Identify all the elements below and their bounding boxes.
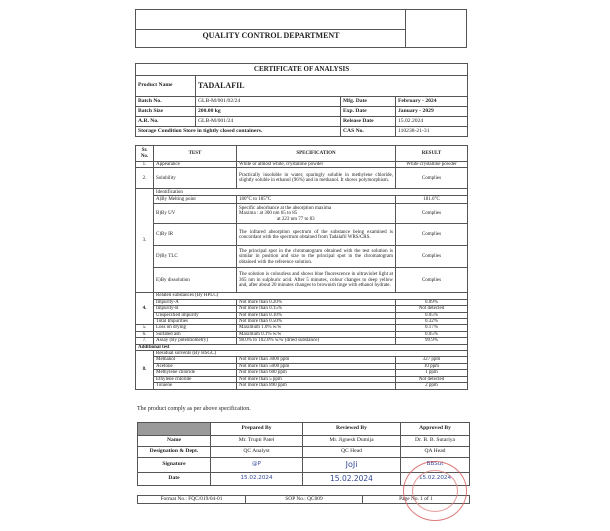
test: C)By IR <box>154 224 237 246</box>
spec: Not more than 0.20% <box>237 299 396 305</box>
result: Complies <box>396 268 468 293</box>
date: 15.02.2024 <box>211 473 303 486</box>
coa-title: CERTIFICATE OF ANALYSIS <box>136 64 468 76</box>
label: Release Date <box>341 117 396 127</box>
result: Not detected <box>396 376 468 382</box>
header-result: RESULT <box>396 146 468 162</box>
batch-size: 200.00 kg <box>196 107 341 117</box>
test: A)By Melting point <box>154 196 237 204</box>
sno: 7. <box>136 338 154 344</box>
spec: Maximum 1.0% w/w <box>237 325 396 331</box>
test: Toluene <box>154 383 237 390</box>
sop-no: SOP No.: QC009 <box>246 496 363 504</box>
sno: 3. <box>136 189 154 293</box>
spec: The infrared absorption spectrum of the substance being examined is concordant with the spectrum obtained from Tadalafil WRS/CRS. <box>237 224 396 246</box>
result: 0.09% <box>396 299 468 305</box>
section-title: Additional test <box>136 344 468 350</box>
spec: The principal spot in the chromatogram obtained with the test solution is similar in position and size to the principal spot in the chromatogram obtained with the reference solution. <box>237 246 396 268</box>
signature: JoJi <box>303 458 401 473</box>
quality-stamp <box>403 461 467 521</box>
coa-info-table <box>135 63 468 137</box>
table-row <box>136 204 468 224</box>
label: Product Name <box>136 76 196 97</box>
test: Unspecified impurity <box>154 312 237 318</box>
test: Sulfated ash <box>154 331 237 337</box>
label: Designation & Dept. <box>138 447 211 458</box>
header-prepared: Prepared By <box>211 423 303 436</box>
test-table <box>135 145 468 390</box>
result: 181.6°C <box>396 196 468 204</box>
label: Date <box>138 473 211 486</box>
conclusion: The product comply as per above specification. <box>137 406 251 412</box>
spec: at 223 nm 77 to 83 <box>277 216 315 222</box>
table-row <box>136 383 468 390</box>
result: Complies <box>396 168 468 189</box>
spec: Not more than 0.15% <box>237 306 396 312</box>
test: Assay (By potentiometry) <box>154 338 237 344</box>
label: Batch No. <box>136 97 196 107</box>
test: Impurity-A <box>154 299 237 305</box>
table-row <box>136 196 468 204</box>
spec: Not more than 3000 ppm <box>237 357 396 363</box>
spec: Practically insoluble in water, sparingly soluble in methylene chloride, slightly soluble in ethanol (96%) and in methanol. It shows polymorphism. <box>237 168 396 189</box>
test: Appearance <box>154 162 237 168</box>
batch-no: GLB-M/001/02/24 <box>196 97 341 107</box>
sno: 8. <box>136 351 154 390</box>
spec: Not more than 890 ppm <box>237 383 396 390</box>
page-no: Page No. 1 of 1 <box>363 496 470 504</box>
sno: 4. <box>136 293 154 325</box>
result: 0.32% <box>396 319 468 325</box>
department-header <box>135 9 467 48</box>
spec: Not more than 5000 ppm <box>237 363 396 369</box>
spec: Not more than 600 ppm <box>237 370 396 376</box>
spec: Not more than 5 ppm <box>237 376 396 382</box>
test: Methylene chloride <box>154 370 237 376</box>
table-row <box>136 224 468 246</box>
result: 0.05% <box>396 331 468 337</box>
result: Complies <box>396 224 468 246</box>
section-title: Related substances (By HPLC) <box>154 293 468 299</box>
test: Loss on drying <box>154 325 237 331</box>
test: Acetone <box>154 363 237 369</box>
result: 2 ppm <box>396 383 468 390</box>
designation: QA Head <box>401 447 470 458</box>
sno: 1. <box>136 162 154 168</box>
label: Batch Size <box>136 107 196 117</box>
label: CAS No. <box>341 127 396 137</box>
designation: QC Analyst <box>211 447 303 458</box>
test: Methanol <box>154 357 237 363</box>
date: 15.02.2024 <box>401 473 470 486</box>
mfg-date: February - 2024 <box>396 97 468 107</box>
product-name: TADALAFIL <box>196 76 468 97</box>
format-no: Format No.: FQC/019/04-01 <box>138 496 246 504</box>
cas-no: 110238-21-31 <box>396 127 468 137</box>
table-row <box>136 268 468 293</box>
label: A.R. No. <box>136 117 196 127</box>
sno: 6. <box>136 331 154 337</box>
exp-date: January - 2029 <box>396 107 468 117</box>
sno: 5. <box>136 325 154 331</box>
test: E)By dissolution <box>154 268 237 293</box>
table-row <box>136 168 468 189</box>
section-title: Identification <box>154 189 468 196</box>
label: Storage Condition <box>138 127 182 134</box>
name: Mr. Trupti Patel <box>211 436 303 447</box>
label: Mfg. Date <box>341 97 396 107</box>
result: Not detected <box>396 306 468 312</box>
spec: White or almost white, crystalline powder <box>237 162 396 168</box>
spec: Maxima : at 300 nm 65 to 85 <box>239 211 298 217</box>
header-spec: SPECIFICATION <box>237 146 396 162</box>
spec: 98.0% to 102.0% w/w (dried substance) <box>237 338 396 344</box>
header-approved: Approved By <box>401 423 470 436</box>
ar-no: GLB-M/001/24 <box>196 117 341 127</box>
header-test: TEST <box>154 146 237 162</box>
label: Signature <box>138 458 211 473</box>
spec: The solution is colourless and shows blue fluorescence in ultraviolet light at 365 nm in sulphuric acid. After 5 minutes, colour changes to deep yellow and, after about 20 minutes changes to brownish tinge with ethanol hydrate. <box>237 268 396 293</box>
name: Mr. Jignesh Dumija <box>303 436 401 447</box>
test: Impurity-B <box>154 306 237 312</box>
signature: @P <box>211 458 303 473</box>
result: 0.05% <box>396 312 468 318</box>
signature: BBSut <box>401 458 470 473</box>
name: Dr. B. B. Sutariya <box>401 436 470 447</box>
result: Complies <box>396 246 468 268</box>
test: B)By UV <box>154 204 237 224</box>
date: 15.02.2024 <box>303 473 401 486</box>
result: White crystalline powder <box>396 162 468 168</box>
label: Name <box>138 436 211 447</box>
spec: Not more than 0.10% <box>237 312 396 318</box>
result: 0.17% <box>396 325 468 331</box>
department-title: QUALITY CONTROL DEPARTMENT <box>202 31 340 40</box>
test: Ethylene chloride <box>154 376 237 382</box>
label: Exp. Date <box>341 107 396 117</box>
result: Complies <box>396 204 468 224</box>
storage: Store in tightly closed containers. <box>183 127 263 134</box>
spec: 180°C to 185°C <box>237 196 396 204</box>
header-reviewed: Reviewed By <box>303 423 401 436</box>
section-title: Residual solvents (By HSGC) <box>154 351 468 357</box>
spec: Maximum 0.1% w/w <box>237 331 396 337</box>
spec: Not more than 0.50% <box>237 319 396 325</box>
result: 1 ppm <box>396 370 468 376</box>
result: 327 ppm <box>396 357 468 363</box>
result: 10 ppm <box>396 363 468 369</box>
result: 99.9% <box>396 338 468 344</box>
spec: Specific absorbance at the absorption maxima <box>239 205 332 211</box>
test: Solubility <box>154 168 237 189</box>
table-row <box>136 246 468 268</box>
test: Total Impurities <box>154 319 237 325</box>
designation: QC Head <box>303 447 401 458</box>
test: D)By TLC <box>154 246 237 268</box>
header-sno: Sr. No. <box>136 146 154 162</box>
sno: 2. <box>136 168 154 189</box>
release-date: 15.02.2024 <box>396 117 468 127</box>
